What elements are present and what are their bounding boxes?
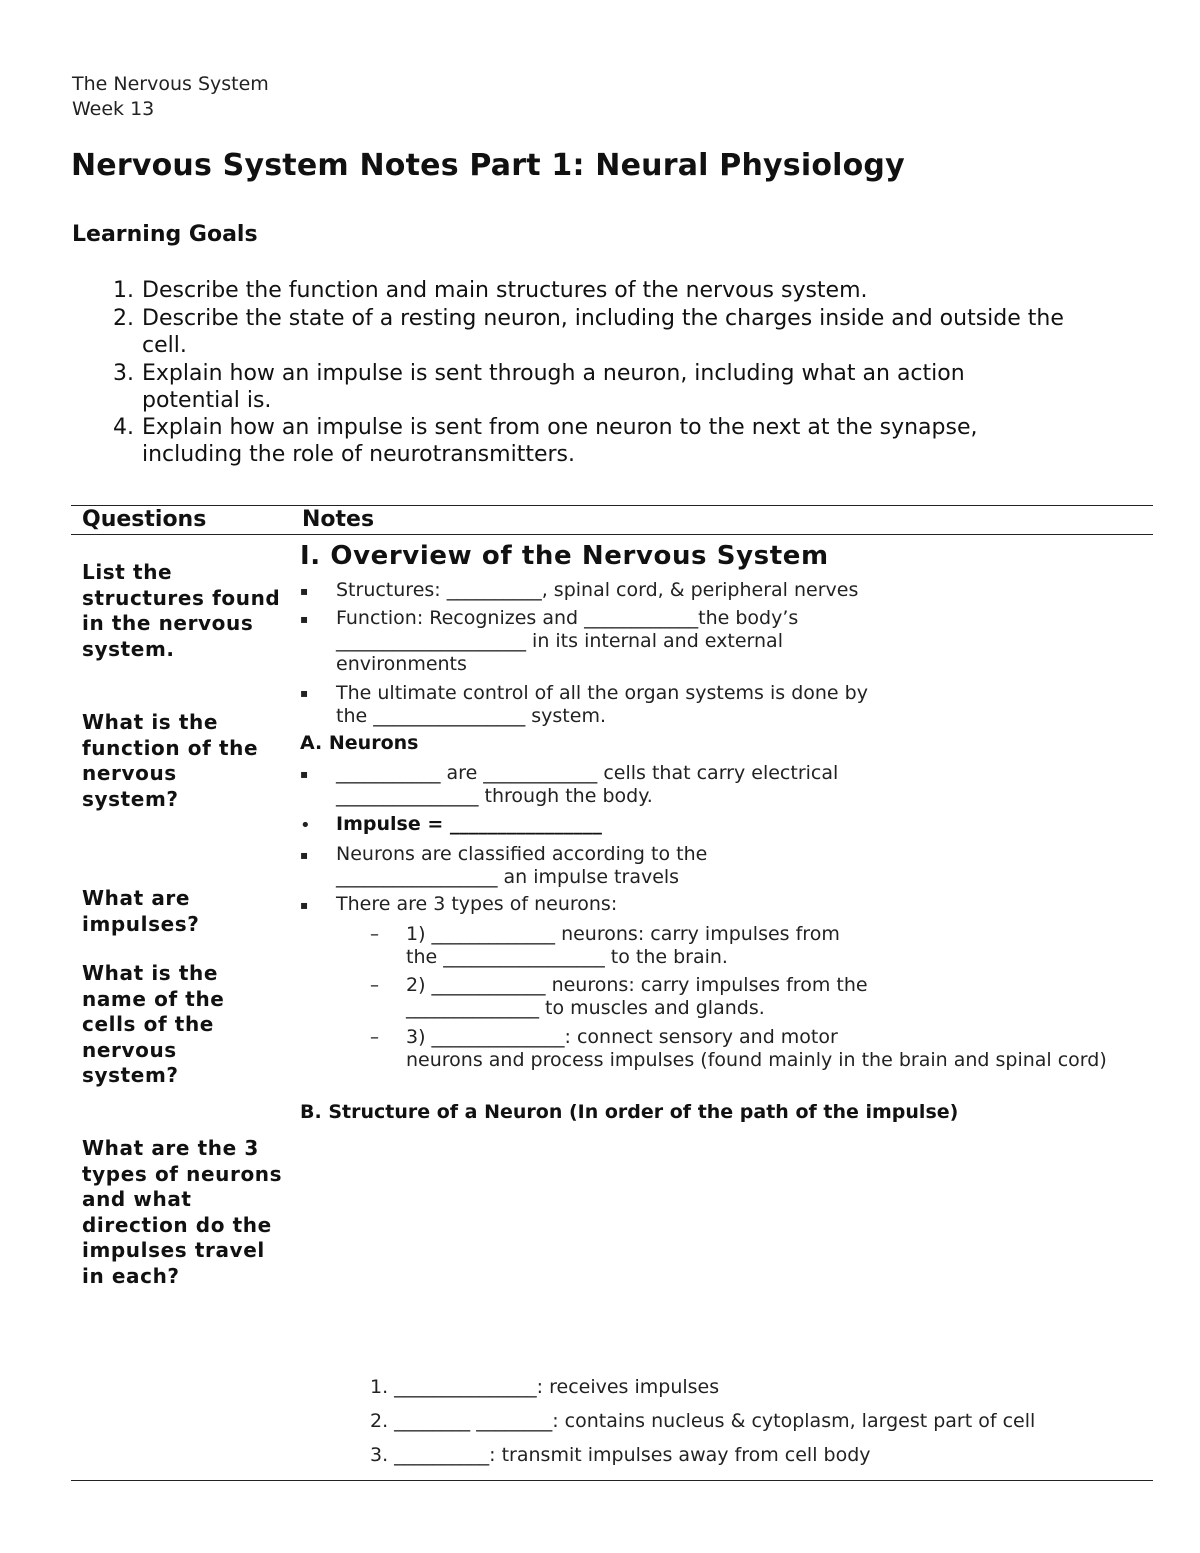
note-classified-line2: _________________ an impulse travels [336, 866, 680, 888]
header-week: Week 13 [72, 98, 155, 120]
bullet-icon: ▪ [300, 767, 309, 781]
note-impulse: Impulse = ________________ [336, 813, 602, 835]
question-structures: List the structures found in the nervous system. [82, 560, 281, 661]
goal-text: Explain how an impulse is sent through a neuron, including what an action potential is. [142, 361, 965, 413]
table-bottom-rule [71, 1480, 1153, 1481]
bullet-icon: ▪ [300, 612, 309, 626]
learning-goals-heading: Learning Goals [72, 222, 258, 247]
goal-number: 2. [113, 306, 134, 331]
note-three-types: There are 3 types of neurons: [336, 893, 618, 915]
note-neurons-line2: _______________ through the body. [336, 785, 653, 807]
bullet-icon: ▪ [300, 848, 309, 862]
note-classified-line1: Neurons are classified according to the [336, 843, 708, 865]
note-neurons-line1: ___________ are ____________ cells that carry electrical [336, 762, 839, 784]
neuron-type-2-line1: 2) ____________ neurons: carry impulses from the [406, 974, 868, 996]
neuron-type-1-line1: 1) _____________ neurons: carry impulses from [406, 923, 840, 945]
goal-text: Explain how an impulse is sent from one neuron to the next at the synapse, including the role of neurotransmitters. [142, 415, 978, 467]
note-function-line1: Function: Recognizes and ____________the body’s [336, 607, 799, 629]
table-header-rule [71, 534, 1153, 535]
notes-column-header: Notes [302, 507, 375, 532]
neuron-type-3-line1: 3) ______________: connect sensory and motor [406, 1026, 838, 1048]
dash-icon: – [370, 924, 379, 945]
goal-number: 1. [113, 278, 134, 303]
learning-goal-item [104, 277, 1144, 304]
note-control-line1: The ultimate control of all the organ systems is done by [336, 682, 868, 704]
table-top-rule [71, 505, 1153, 506]
learning-goal-item [104, 360, 1024, 414]
neuron-part-axon: 3. __________: transmit impulses away from cell body [370, 1444, 871, 1466]
note-control-line2: the ________________ system. [336, 705, 606, 727]
bullet-icon: ▪ [300, 898, 309, 912]
page-title: Nervous System Notes Part 1: Neural Physiology [71, 148, 905, 183]
question-neuron-types: What are the 3 types of neurons and what direction do the impulses travel in each? [82, 1136, 283, 1288]
neuron-part-dendrite: 1. _______________: receives impulses [370, 1376, 720, 1398]
learning-goal-item [104, 414, 1044, 468]
note-structures: Structures: __________, spinal cord, & peripheral nerves [336, 579, 859, 601]
learning-goal-item [104, 305, 1104, 359]
neurons-heading: A. Neurons [300, 732, 419, 754]
goal-number: 4. [113, 415, 134, 440]
question-function: What is the function of the nervous system? [82, 710, 259, 811]
goal-number: 3. [113, 361, 134, 386]
question-cells: What is the name of the cells of the nervous system? [82, 961, 225, 1087]
bullet-icon: ▪ [300, 584, 309, 598]
neuron-type-2-line2: ______________ to muscles and glands. [406, 997, 765, 1019]
dash-icon: – [370, 975, 379, 996]
structure-heading: B. Structure of a Neuron (In order of the path of the impulse) [300, 1101, 959, 1123]
neuron-type-1-line2: the _________________ to the brain. [406, 946, 728, 968]
neuron-type-3-line2: neurons and process impulses (found mainly in the brain and spinal cord) [406, 1049, 1107, 1071]
note-function-line3: environments [336, 653, 467, 675]
goal-text: Describe the function and main structures of the nervous system. [142, 278, 868, 303]
bullet-icon: ▪ [300, 686, 309, 700]
section-overview-heading: I. Overview of the Nervous System [300, 541, 829, 571]
note-function-line2: ____________________ in its internal and external [336, 630, 783, 652]
neuron-part-cell-body: 2. ________ ________: contains nucleus & cytoplasm, largest part of cell [370, 1410, 1036, 1432]
header-subject: The Nervous System [72, 73, 269, 95]
question-impulses: What are impulses? [82, 886, 200, 936]
bullet-icon: • [300, 815, 311, 836]
questions-column-header: Questions [82, 507, 207, 532]
dash-icon: – [370, 1027, 379, 1048]
goal-text: Describe the state of a resting neuron, including the charges inside and outside the cell. [142, 306, 1064, 358]
